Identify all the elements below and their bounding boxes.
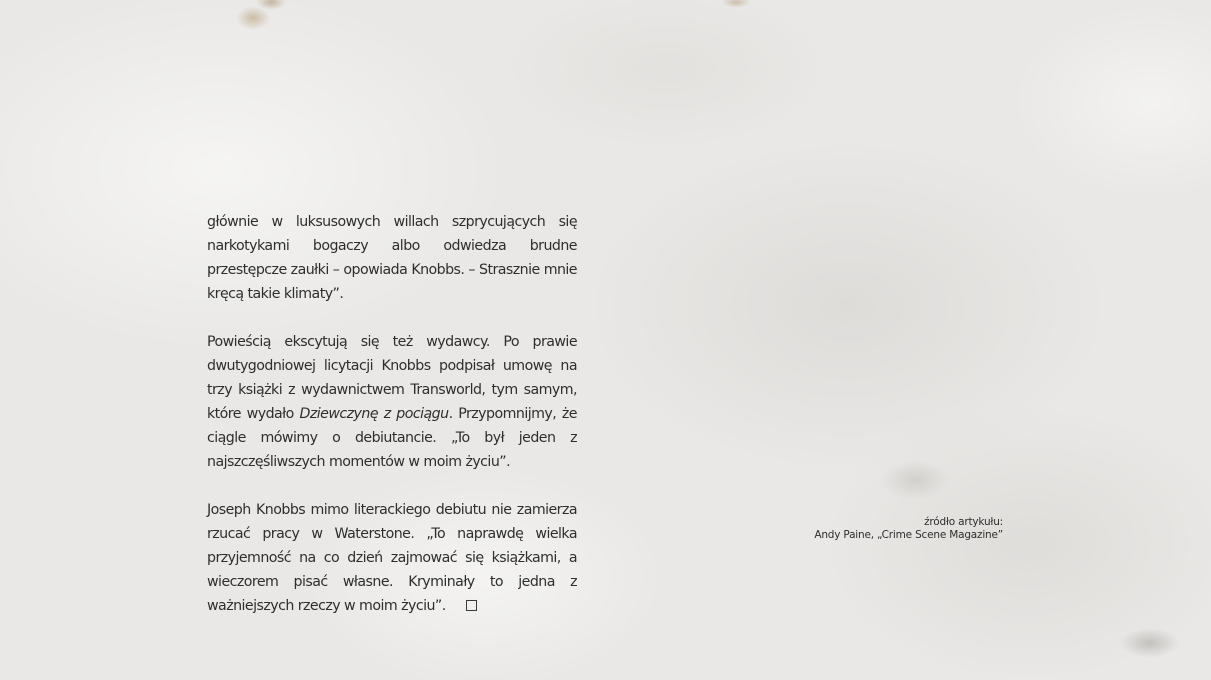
article-paragraph-1	[207, 210, 577, 306]
paper-stain	[1120, 628, 1180, 658]
paragraph-2-text-a: Powieścią ekscytują się też wydawcy. Po prawie dwutygodniowej licytacji Knobbs podpisał umowę na trzy książki z wydawnictwem Transworld, tym samym, które wydało	[207, 334, 577, 422]
paper-stain	[236, 6, 270, 30]
article-paragraph-3	[207, 498, 577, 618]
source-text: Andy Paine, „Crime Scene Magazine”	[814, 529, 1003, 541]
article-source	[743, 516, 1003, 542]
article-text-column	[207, 210, 577, 618]
paragraph-3-text: Joseph Knobbs mimo literackiego debiutu nie zamierza rzucać pracy w Waterstone. „To naprawdę wielka przyjemność na co dzień zajmować się książkami, a wieczorem pisać własne. Kryminały to jedna z ważniejszych rzeczy w moim życiu”.	[207, 502, 577, 614]
article-paragraph-2	[207, 330, 577, 474]
paper-stain	[880, 460, 950, 500]
source-label: źródło artykułu:	[924, 516, 1003, 528]
paper-stain	[722, 0, 750, 8]
book-title: Dziewczynę z pociągu	[299, 406, 449, 422]
end-of-article-mark	[466, 600, 477, 611]
paragraph-2-text-b: . Przypomnijmy, że ciągle mówimy o debiutancie. „To był jeden z najszczęśliwszych momentów w moim życiu”.	[207, 406, 577, 470]
paragraph-1-text: głównie w luksusowych willach szprycujących się narkotykami bogaczy albo odwiedza brudne przestępcze zaułki – opowiada Knobbs. – Strasznie mnie kręcą takie klimaty”.	[207, 214, 577, 302]
